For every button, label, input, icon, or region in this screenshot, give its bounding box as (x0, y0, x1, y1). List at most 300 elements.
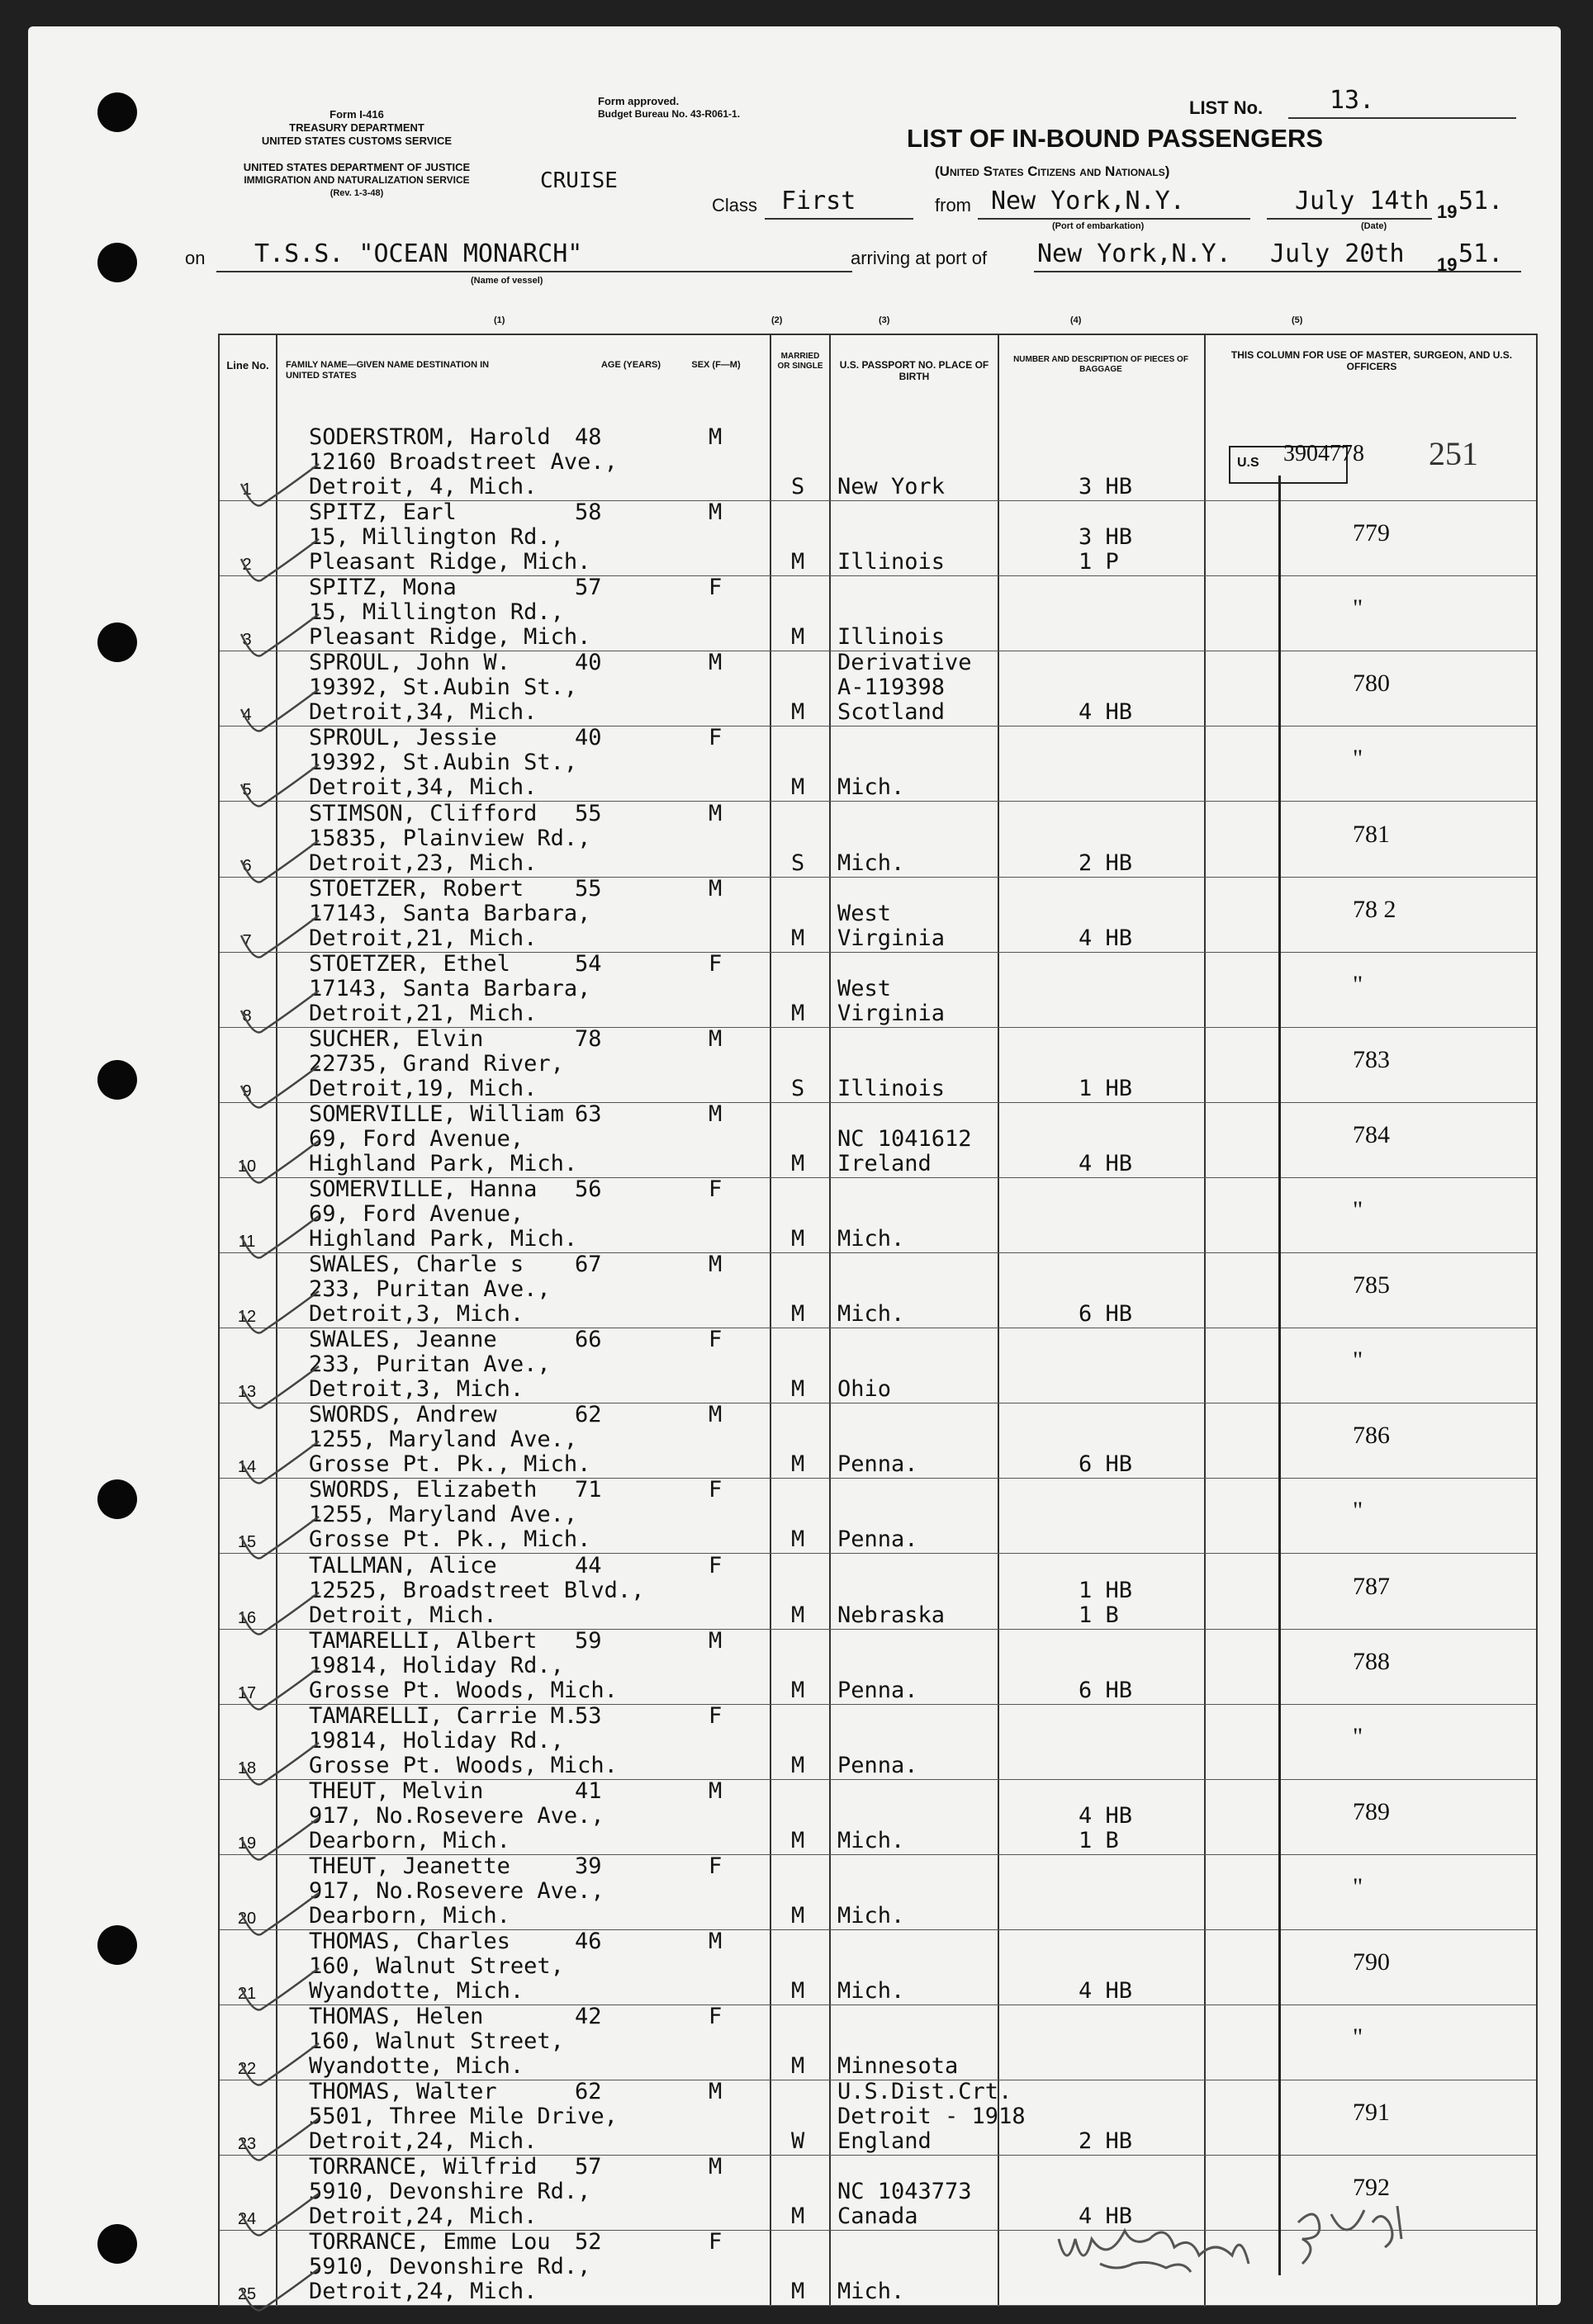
destination-city: Grosse Pt. Pk., Mich. (309, 1526, 591, 1553)
marital-status: M (791, 1526, 805, 1553)
date-caption: (Date) (1361, 221, 1387, 231)
destination-city: Grosse Pt. Pk., Mich. (309, 1451, 591, 1478)
address: 12525, Broadstreet Blvd., (309, 1577, 645, 1603)
age: 62 (575, 1402, 602, 1428)
marital-status: M (791, 549, 805, 575)
on-label: on (185, 248, 206, 268)
line-number: 17 (237, 1683, 257, 1702)
line-number: 2 (242, 556, 252, 575)
age: 78 (575, 1025, 602, 1052)
passenger-name: THOMAS, Walter (309, 2079, 497, 2105)
age: 62 (575, 2079, 602, 2105)
place-of-birth: Mich. (837, 1827, 905, 1853)
officer-number: 781 (1353, 820, 1390, 848)
destination-city: Detroit,3, Mich. (309, 1376, 524, 1403)
destination-city: Detroit,34, Mich. (309, 774, 538, 801)
place-of-birth: Ireland (837, 1150, 932, 1176)
officer-number: " (1353, 1872, 1363, 1900)
budget-bureau: Budget Bureau No. 43-R061-1. (598, 108, 741, 120)
line-number: 4 (242, 706, 252, 725)
baggage: 6 HB (1079, 1301, 1133, 1328)
line-number: 11 (238, 1233, 256, 1251)
passenger-name: THEUT, Melvin (309, 1777, 484, 1804)
age: 57 (575, 2154, 602, 2180)
destination-city: Detroit,34, Mich. (309, 699, 538, 726)
address: 160, Walnut Street, (309, 1953, 564, 1979)
line-number: 12 (237, 1308, 257, 1327)
table-row (220, 651, 1536, 727)
arrival-year: 51. (1458, 239, 1504, 268)
punch-hole (97, 622, 137, 662)
officer-number: 787 (1353, 1572, 1390, 1600)
col-num-4: (4) (1070, 315, 1082, 325)
passport-or-birth: West (837, 900, 892, 926)
line-number: 5 (242, 781, 252, 800)
address: 15, Millington Rd., (309, 599, 564, 626)
sex: M (709, 1100, 723, 1127)
ins-label: IMMIGRATION AND NATURALIZATION SERVICE (244, 174, 470, 186)
marital-status: M (791, 925, 805, 951)
marital-status: M (791, 1301, 805, 1328)
destination-city: Detroit,21, Mich. (309, 925, 538, 951)
address: 22735, Grand River, (309, 1050, 564, 1077)
place-of-birth: New York (837, 474, 946, 499)
marital-status: M (791, 1376, 805, 1403)
line-number: 23 (237, 2135, 257, 2154)
baggage: 4 HB (1079, 1150, 1133, 1176)
age: 53 (575, 1702, 602, 1729)
destination-city: Highland Park, Mich. (309, 1226, 578, 1252)
age: 71 (575, 1477, 602, 1503)
line-number: 10 (237, 1157, 257, 1176)
age: 56 (575, 1176, 602, 1202)
from-port: New York,N.Y. (991, 187, 1185, 215)
destination-city: Dearborn, Mich. (309, 1902, 510, 1929)
age: 41 (575, 1777, 602, 1804)
line-number: 13 (237, 1383, 257, 1402)
table-row (220, 1930, 1536, 2005)
header-age: AGE (YEARS) (600, 360, 661, 370)
header-sex: SEX (F—M) (691, 360, 741, 370)
line-number: 20 (237, 1909, 257, 1928)
passenger-name: SPROUL, Jessie (309, 725, 497, 751)
place-of-birth: Virginia (837, 1000, 946, 1026)
place-of-birth: Minnesota (837, 2053, 959, 2080)
address: 1255, Maryland Ave., (309, 1502, 578, 1528)
place-of-birth: Mich. (837, 850, 905, 876)
address: 233, Puritan Ave., (309, 1351, 551, 1378)
baggage: 1 HB (1079, 1577, 1133, 1603)
stamp-number: 3904778 (1283, 441, 1364, 466)
list-no-label: LIST No. (1189, 97, 1263, 118)
marital-status: S (791, 850, 805, 876)
officer-number: 783 (1353, 1045, 1390, 1073)
age: 58 (575, 499, 602, 526)
place-of-birth: Mich. (837, 1978, 905, 2004)
page-subtitle: (United States Citizens and Nationals) (935, 163, 1170, 179)
header-line-no: Line No. (226, 359, 269, 372)
destination-city: Wyandotte, Mich. (309, 2053, 524, 2080)
line-number: 1 (242, 480, 252, 499)
age: 40 (575, 725, 602, 751)
address: 5910, Devonshire Rd., (309, 2179, 591, 2205)
passport-or-birth: A-119398 (837, 674, 946, 701)
place-of-birth: Illinois (837, 624, 946, 651)
officer-number: " (1353, 745, 1363, 773)
place-of-birth: England (837, 2128, 932, 2155)
destination-city: Pleasant Ridge, Mich. (309, 624, 591, 651)
passenger-name: SOMERVILLE, Hanna (309, 1176, 538, 1202)
passenger-name: TORRANCE, Emme Lou (309, 2229, 551, 2255)
col-num-5: (5) (1292, 315, 1303, 325)
table-row (220, 2080, 1536, 2156)
sex: M (709, 800, 723, 826)
baggage: 2 HB (1079, 2128, 1133, 2155)
officer-number: 78 2 (1353, 895, 1396, 923)
address: 15835, Plainview Rd., (309, 825, 591, 851)
passenger-name: SOMERVILLE, William (309, 1100, 564, 1127)
line-number: 6 (242, 856, 252, 875)
passenger-name: SWALES, Jeanne (309, 1327, 497, 1353)
sex: F (709, 1702, 723, 1729)
header-name: FAMILY NAME—GIVEN NAME DESTINATION IN UNITED STATES (286, 360, 490, 381)
officer-number: " (1353, 1196, 1363, 1224)
destination-city: Pleasant Ridge, Mich. (309, 549, 591, 575)
marital-status: M (791, 2053, 805, 2080)
table-row (220, 1855, 1536, 1930)
address: 917, No.Rosevere Ave., (309, 1877, 604, 1904)
passenger-name: SWORDS, Andrew (309, 1402, 497, 1428)
passenger-name: SODERSTROM, Harold (309, 424, 551, 450)
baggage: 4 HB (1079, 2203, 1133, 2230)
table-row (220, 1403, 1536, 1479)
place-of-birth: Penna. (837, 1526, 918, 1553)
age: 39 (575, 1853, 602, 1879)
age: 66 (575, 1327, 602, 1353)
header-baggage: NUMBER AND DESCRIPTION OF PIECES OF BAGGAGE (1013, 355, 1188, 374)
document-page: Form I-416 TREASURY DEPARTMENT UNITED STATES CUSTOMS SERVICE UNITED STATES DEPARTMENT OF JUSTICE IMMIGRATION AND NATURALIZATION SERVICE (Rev. 1-3-48) CRUISE Form approved. Budget Bureau No. 43-R061-1. LIST No. 13. LIST OF IN-BOUND PASSENGERS (United States Citizens and Nationals) Class First from New York,N.Y. (Port of embarkation) July 14th 19 51. (Date) on T.S.S. "OCEAN MONARCH" (Name of vessel) arriving at port of New York,N.Y. July 20th 19 51. (1) (2) (3) (4) (5) Line No. FAMILY NAME—GIVEN NAME DESTINATION IN UNITED STATES AGE (YEARS) SEX (F—M) MARRIED OR SINGLE U.S. PASSPORT NO. PLACE OF BIRTH NUMBER AND DESCRIPTION OF PIECES OF BAGGAGE THIS COLUMN FOR USE OF MASTER, SURGEON, AND U.S. OFFICERS 1 SODERSTROM, Harold 48 M 12160 Broadstreet Ave., Detroit, 4, Mich. S New York 3 HB 2 SPITZ, Earl 58 M 15, Millington Rd., Pleasant Ridge, Mich. M Illinois 3 HB 1 P 779 3 SPITZ, Mona 57 F 15, Millington Rd., Pleasant Ridge, Mich. M Illinois " 4 SPROUL, John W. 40 M 19392, St.Aubin St., Detroit,34, Mich. M Derivative A-119398 Scotland 4 HB 780 5 SPROUL, Jessie 40 F 19392, St.Aubin St., Detroit,34, Mich. M Mich. " 6 STIMSON, Clifford 55 M 15835, Plainview Rd., Detroit,23, Mich. S Mich. 2 HB 781 7 STOETZER, Robert 55 M 17143, Santa Barbara, Detroit,21, Mich. M West Virginia 4 HB 78 2 8 STOETZER, Ethel 54 F 17143, Santa Barbara, Detroit,21, Mich. M West Virginia " 9 SUCHER, Elvin 78 M 22735, Grand River, Detroit,19, Mich. S Illinois 1 HB 783 10 SOMERVILLE, William 63 M 69, Ford Avenue, Highland Park, Mich. M NC 1041612 Ireland 4 HB 784 11 SOMERVILLE, Hanna 56 F 69, Ford Avenue, Highland Park, Mich. M Mich. " 12 SWALES, Charle s 67 M 233, Puritan Ave., Detroit,3, Mich. M Mich. 6 HB 785 13 SWALES, Jeanne 66 F 233, Puritan Ave., Detroit,3, Mich. M Ohio " 14 SWORDS, Andrew 62 M 1255, Maryland Ave., Grosse Pt. Pk., Mich. M Penna. 6 HB 786 15 SWORDS, Elizabeth 71 F 1255, Maryland Ave., Grosse Pt. Pk., Mich. M Penna. " 16 TALLMAN, Alice 44 F 12525, Broadstreet Blvd., Detroit, Mich. M Nebraska 1 HB 1 B 787 17 TAMARELLI, Albert 59 M 19814, Holiday Rd., Grosse Pt. Woods, Mich. M Penna. 6 HB 788 18 TAMARELLI, Carrie M. 53 F 19814, Holiday Rd., Grosse Pt. Woods, Mich. M Penna. " 19 THEUT, Melvin 41 M 917, No.Rosevere Ave., Dearborn, Mich. M Mich. 4 HB 1 B 789 20 THEUT, Jeanette 39 F 917, No.Rosevere Ave., Dearborn, Mich. M Mich. " 21 THOMAS, Charles 46 M 160, Walnut Street, Wyandotte, Mich. M Mich. 4 HB 790 22 THOMAS, Helen 42 F 160, Walnut Street, Wyandotte, Mich. M Minnesota " 23 THOMAS, Walter 62 M 5501, Three Mile Drive, Detroit,24, Mich. W U.S.Dist.Crt. Detroit - 1918 England 2 HB 791 24 TORRANCE, Wilfrid 57 M 5910, Devonshire Rd., Detroit,24, Mich. M NC 1043773 Canada 4 HB 792 25 TORRANCE, Emme Lou 52 F 5910, Devonshire Rd., Detroit,24, Mich. M Mich. U.S 3904778 251 (28, 26, 1561, 2305)
place-of-birth: Illinois (837, 1075, 946, 1101)
punch-hole (97, 1060, 137, 1100)
officer-number: 785 (1353, 1271, 1390, 1299)
marital-status: M (791, 1752, 805, 1778)
marital-status: M (791, 1226, 805, 1252)
line-number: 18 (237, 1758, 257, 1777)
passenger-name: THEUT, Jeanette (309, 1853, 510, 1879)
address: 17143, Santa Barbara, (309, 975, 591, 1001)
sex: M (709, 1929, 723, 1954)
destination-city: Detroit,24, Mich. (309, 2203, 538, 2230)
address: 1255, Maryland Ave., (309, 1427, 578, 1453)
table-row (220, 1552, 1536, 1630)
passenger-name: STOETZER, Robert (309, 875, 524, 902)
officer-number: 780 (1353, 670, 1390, 698)
place-of-birth: Mich. (837, 1301, 905, 1328)
age: 67 (575, 1252, 602, 1278)
address: 19814, Holiday Rd., (309, 1652, 564, 1678)
passenger-name: SPITZ, Earl (309, 499, 457, 526)
line-number: 16 (237, 1608, 257, 1627)
destination-city: Detroit,23, Mich. (309, 850, 538, 876)
punch-hole (97, 92, 137, 132)
marital-status: M (791, 2279, 805, 2305)
line-number: 15 (237, 1533, 257, 1552)
destination-city: Detroit, 4, Mich. (309, 474, 538, 499)
age: 46 (575, 1929, 602, 1954)
age: 63 (575, 1100, 602, 1127)
marital-status: M (791, 1902, 805, 1929)
age: 52 (575, 2229, 602, 2255)
place-of-birth: Mich. (837, 2279, 905, 2305)
address: 233, Puritan Ave., (309, 1276, 551, 1303)
marital-status: M (791, 624, 805, 651)
destination-city: Detroit,19, Mich. (309, 1075, 538, 1101)
treasury-label: TREASURY DEPARTMENT (289, 121, 424, 134)
passenger-name: STOETZER, Ethel (309, 950, 510, 977)
place-of-birth: Nebraska (837, 1602, 946, 1628)
table-row (220, 1479, 1536, 1554)
table-row (220, 1253, 1536, 1328)
destination-city: Detroit, Mich. (309, 1602, 497, 1628)
punch-hole (97, 2224, 137, 2264)
col-num-3: (3) (879, 315, 890, 325)
passenger-name: SWORDS, Elizabeth (309, 1477, 538, 1503)
line-number: 25 (237, 2285, 257, 2304)
age: 55 (575, 875, 602, 902)
sex: F (709, 2004, 723, 2030)
sex: M (709, 424, 723, 450)
marital-status: M (791, 1451, 805, 1478)
check-mark (236, 2264, 327, 2313)
sex: F (709, 1176, 723, 1202)
sex: M (709, 875, 723, 902)
marital-status: S (791, 474, 805, 499)
destination-city: Detroit,24, Mich. (309, 2128, 538, 2155)
line-number: 19 (237, 1834, 257, 1853)
place-of-birth: Mich. (837, 1902, 905, 1929)
header-passport: U.S. PASSPORT NO. PLACE OF BIRTH (839, 359, 989, 382)
baggage: 4 HB (1079, 699, 1133, 726)
passenger-name: TALLMAN, Alice (309, 1552, 497, 1579)
destination-city: Grosse Pt. Woods, Mich. (309, 1677, 618, 1703)
sex: F (709, 1327, 723, 1353)
marital-status: M (791, 699, 805, 726)
age: 48 (575, 424, 602, 450)
address: 69, Ford Avenue, (309, 1125, 524, 1152)
from-date: July 14th (1295, 187, 1429, 215)
sex: M (709, 650, 723, 676)
address: 917, No.Rosevere Ave., (309, 1802, 604, 1829)
address: 160, Walnut Street, (309, 2028, 564, 2055)
passenger-name: STIMSON, Clifford (309, 800, 538, 826)
address: 19392, St.Aubin St., (309, 750, 578, 776)
table-row (220, 501, 1536, 576)
place-of-birth: Canada (837, 2203, 918, 2230)
baggage: 1 B (1079, 1827, 1119, 1853)
vessel-caption: (Name of vessel) (471, 276, 543, 286)
page-title: LIST OF IN-BOUND PASSENGERS (907, 124, 1324, 153)
passenger-table (218, 334, 1538, 2307)
passenger-name: SPITZ, Mona (309, 575, 457, 601)
sex: F (709, 575, 723, 601)
baggage: 1 B (1079, 1602, 1119, 1628)
from-year: 51. (1458, 187, 1504, 215)
sex: M (709, 1025, 723, 1052)
officer-number: 789 (1353, 1797, 1390, 1825)
address: 19392, St.Aubin St., (309, 674, 578, 701)
marital-status: M (791, 1602, 805, 1628)
handwritten-signature (1050, 2206, 1463, 2297)
baggage: 6 HB (1079, 1677, 1133, 1703)
age: 57 (575, 575, 602, 601)
officer-number: 784 (1353, 1120, 1390, 1148)
stamp-label: U.S (1237, 456, 1259, 470)
passport-or-birth: Detroit - 1918 (837, 2104, 1026, 2130)
sex: M (709, 1777, 723, 1804)
address: 5910, Devonshire Rd., (309, 2254, 591, 2280)
line-number: 14 (237, 1458, 257, 1477)
baggage: 1 HB (1079, 1075, 1133, 1101)
line-number: 22 (237, 2060, 257, 2079)
cruise-stamp: CRUISE (540, 168, 618, 193)
form-number: Form I-416 (330, 108, 384, 121)
baggage: 4 HB (1079, 1978, 1133, 2004)
age: 54 (575, 950, 602, 977)
officer-number: " (1353, 1722, 1363, 1750)
officer-number: 779 (1353, 519, 1390, 547)
arrival-port: New York,N.Y. (1037, 239, 1231, 268)
punch-hole (97, 1479, 137, 1519)
table-row (220, 802, 1536, 878)
age: 55 (575, 800, 602, 826)
sex: F (709, 1853, 723, 1879)
doj-label: UNITED STATES DEPARTMENT OF JUSTICE (243, 161, 471, 173)
address: 12160 Broadstreet Ave., (309, 449, 618, 475)
header-married: MARRIED OR SINGLE (777, 352, 823, 371)
marital-status: M (791, 1827, 805, 1853)
baggage: 4 HB (1079, 925, 1133, 951)
marital-status: M (791, 774, 805, 801)
passenger-name: SUCHER, Elvin (309, 1025, 484, 1052)
officer-number: " (1353, 1497, 1363, 1525)
passport-detail: Derivative (837, 650, 972, 676)
line-number: 24 (237, 2210, 257, 2229)
baggage: 3 HB (1079, 474, 1133, 499)
sex: M (709, 1402, 723, 1428)
table-row (220, 1702, 1536, 1780)
table-row (220, 1100, 1536, 1178)
address: 69, Ford Avenue, (309, 1201, 524, 1227)
baggage: 4 HB (1079, 1802, 1133, 1829)
passport-or-birth: NC 1041612 (837, 1125, 972, 1152)
destination-city: Detroit,24, Mich. (309, 2279, 538, 2305)
line-number: 9 (242, 1082, 252, 1100)
destination-city: Detroit,3, Mich. (309, 1301, 524, 1328)
place-of-birth: Ohio (837, 1376, 892, 1403)
passport-or-birth: West (837, 975, 892, 1001)
table-row (220, 1025, 1536, 1103)
age: 42 (575, 2004, 602, 2030)
table-row (220, 1777, 1536, 1855)
passenger-name: SPROUL, John W. (309, 650, 510, 676)
line-number: 3 (242, 631, 252, 650)
header-officers: THIS COLUMN FOR USE OF MASTER, SURGEON, AND U.S. OFFICERS (1230, 349, 1513, 372)
vessel-name: T.S.S. "OCEAN MONARCH" (254, 239, 583, 268)
sex: M (709, 1252, 723, 1278)
arriving-label: arriving at port of (851, 248, 988, 268)
age: 40 (575, 650, 602, 676)
address: 17143, Santa Barbara, (309, 900, 591, 926)
marital-status: M (791, 1150, 805, 1176)
officer-number: 790 (1353, 1948, 1390, 1976)
table-row (220, 1328, 1536, 1403)
sex: M (709, 2079, 723, 2105)
customs-label: UNITED STATES CUSTOMS SERVICE (261, 135, 453, 147)
sex: F (709, 725, 723, 751)
col-num-2: (2) (771, 315, 783, 325)
sex: M (709, 1627, 723, 1654)
sex: F (709, 1552, 723, 1579)
marital-status: W (791, 2128, 805, 2155)
officer-number: 788 (1353, 1647, 1390, 1675)
baggage: 2 HB (1079, 850, 1133, 876)
baggage: 1 P (1079, 549, 1119, 575)
passport-or-birth: NC 1043773 (837, 2179, 972, 2205)
passenger-name: TORRANCE, Wilfrid (309, 2154, 538, 2180)
destination-city: Highland Park, Mich. (309, 1150, 578, 1176)
sex: M (709, 499, 723, 526)
table-row (220, 1178, 1536, 1253)
place-of-birth: Illinois (837, 549, 946, 575)
table-row (220, 950, 1536, 1028)
passenger-name: TAMARELLI, Carrie M. (309, 1702, 578, 1729)
line-number: 7 (242, 931, 252, 950)
class-value: First (781, 187, 856, 215)
place-of-birth: Penna. (837, 1752, 918, 1778)
passenger-name: TAMARELLI, Albert (309, 1627, 538, 1654)
passport-detail: U.S.Dist.Crt. (837, 2079, 1012, 2105)
class-label: Class (712, 195, 758, 215)
sex: F (709, 2229, 723, 2255)
table-row (220, 1627, 1536, 1705)
address: 19814, Holiday Rd., (309, 1727, 564, 1754)
place-of-birth: Scotland (837, 699, 946, 726)
place-of-birth: Penna. (837, 1677, 918, 1703)
destination-city: Dearborn, Mich. (309, 1827, 510, 1853)
officer-number: " (1353, 594, 1363, 622)
age: 59 (575, 1627, 602, 1654)
arrival-date: July 20th (1270, 239, 1405, 268)
officer-number: " (1353, 2023, 1363, 2052)
marital-status: M (791, 1677, 805, 1703)
passenger-name: THOMAS, Helen (309, 2004, 484, 2030)
marital-status: M (791, 1000, 805, 1026)
place-of-birth: Mich. (837, 1226, 905, 1252)
form-approved: Form approved. (598, 95, 680, 107)
marital-status: S (791, 1075, 805, 1101)
line-number: 8 (242, 1006, 252, 1025)
pen-line (1278, 476, 1281, 2275)
baggage: 6 HB (1079, 1451, 1133, 1478)
officer-number: " (1353, 1347, 1363, 1375)
officer-number: 792 (1353, 2174, 1390, 2202)
page-number: 251 (1429, 435, 1478, 472)
port-embarkation-caption: (Port of embarkation) (1052, 221, 1145, 231)
place-of-birth: Virginia (837, 925, 946, 951)
address: 5501, Three Mile Drive, (309, 2104, 618, 2130)
from-label: from (935, 195, 971, 215)
list-no-value: 13. (1330, 86, 1375, 115)
